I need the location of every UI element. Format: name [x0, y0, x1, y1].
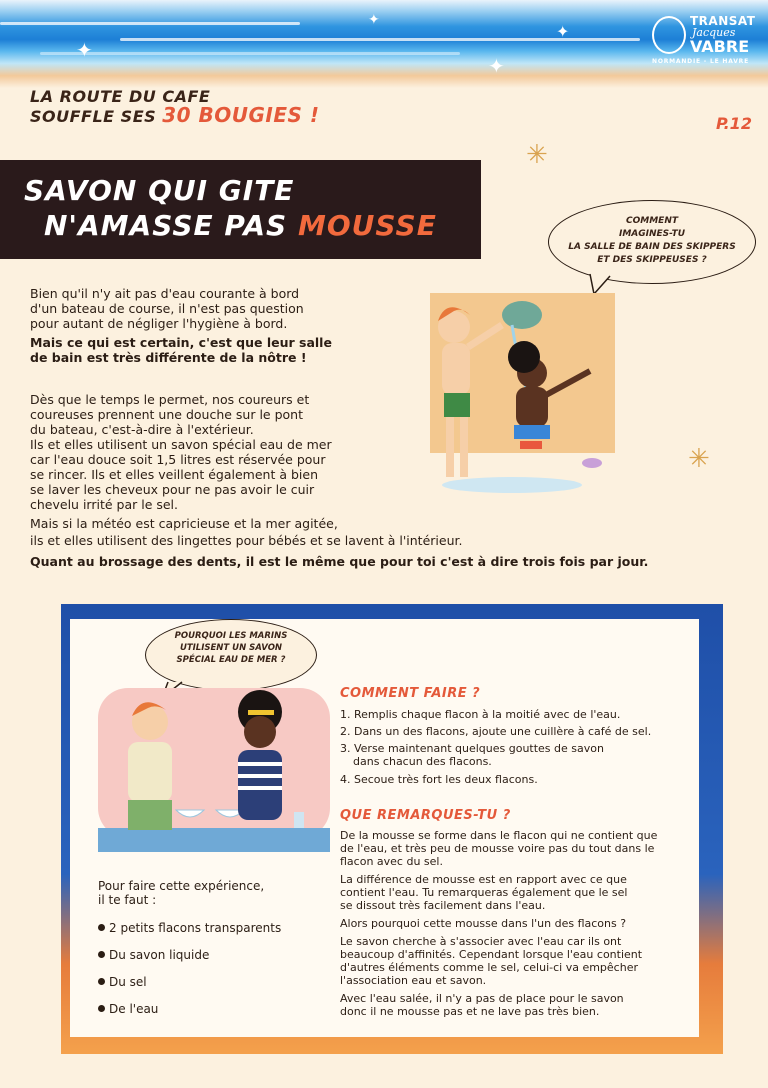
bullet-icon	[98, 924, 105, 931]
title-highlight: MOUSSE	[297, 209, 437, 242]
howto-step: 4. Secoue très fort les deux flacons.	[340, 773, 538, 786]
route-line2: SOUFFLE SES 30 BOUGIES !	[30, 103, 320, 127]
sparkle-icon: ✦	[488, 54, 505, 78]
star-decoration-icon: ✳	[688, 444, 710, 474]
body-line: Ils et elles utilisent un savon spécial eau de mer	[30, 437, 332, 452]
materials-item: Du savon liquide	[98, 948, 209, 962]
howto-title: COMMENT FAIRE ?	[340, 686, 481, 701]
intro-line: d'un bateau de course, il n'est pas question	[30, 301, 304, 316]
remarks-line: donc il ne mousse pas et ne lave pas très bien.	[340, 1005, 600, 1018]
remarks-line: Avec l'eau salée, il n'y a pas de place pour le savon	[340, 992, 624, 1005]
star-decoration-icon: ✳	[526, 140, 548, 170]
sparkle-icon: ✦	[368, 12, 380, 28]
remarks-line: La différence de mousse est en rapport avec ce que	[340, 873, 627, 886]
bullet-icon	[98, 1005, 105, 1012]
speech-bubble-question-2: POURQUOI LES MARINS UTILISENT UN SAVON SPÉCIAL EAU DE MER ?	[145, 619, 317, 691]
illustration-children-experiment	[98, 688, 330, 853]
light-streak	[0, 22, 300, 25]
top-banner	[0, 0, 768, 88]
materials-item: Du sel	[98, 975, 147, 989]
route-line1: LA ROUTE DU CAFE	[30, 87, 211, 106]
remarks-line: l'association eau et savon.	[340, 974, 487, 987]
remarks-line: contient l'eau. Tu remarqueras également que le sel	[340, 886, 628, 899]
illustration-children-shower	[412, 285, 617, 495]
remarks-line: d'autres éléments comme le sel, celui-ci va empêcher	[340, 961, 638, 974]
transat-jacques-vabre-logo	[652, 14, 756, 70]
sparkle-icon: ✦	[76, 38, 93, 62]
intro-emphasis-line: de bain est très différente de la nôtre !	[30, 350, 307, 365]
howto-step: 2. Dans un des flacons, ajoute une cuillère à café de sel.	[340, 725, 652, 738]
howto-step: dans chacun des flacons.	[353, 755, 492, 768]
anniversary-highlight: 30 BOUGIES !	[162, 103, 320, 127]
body-conclusion: Quant au brossage des dents, il est le même que pour toi c'est à dire trois fois par jour.	[30, 554, 649, 569]
materials-item: De l'eau	[98, 1002, 158, 1016]
remarks-line: de l'eau, et très peu de mousse voire pas du tout dans le	[340, 842, 655, 855]
body-line: chevelu irrité par le sel.	[30, 497, 179, 512]
logo-line3: VABRE	[690, 37, 750, 56]
remarks-title: QUE REMARQUES-TU ?	[340, 808, 511, 823]
page-title-line1: SAVON QUI GITE	[24, 174, 295, 207]
logo-line2: Jacques	[692, 26, 736, 39]
sparkle-icon: ✦	[556, 22, 570, 41]
remarks-line: se dissout très facilement dans l'eau.	[340, 899, 546, 912]
light-streak	[40, 52, 460, 55]
body-line: se laver les cheveux pour ne pas avoir le cuir	[30, 482, 315, 497]
bullet-icon	[98, 978, 105, 985]
remarks-line: De la mousse se forme dans le flacon qui ne contient que	[340, 829, 658, 842]
howto-step: 3. Verse maintenant quelques gouttes de savon	[340, 742, 604, 755]
remarks-line: flacon avec du sel.	[340, 855, 443, 868]
body-line: coureuses prennent une douche sur le pont	[30, 407, 303, 422]
body-line: ils et elles utilisent des lingettes pour bébés et se lavent à l'intérieur.	[30, 533, 463, 548]
intro-line: Bien qu'il n'y ait pas d'eau courante à bord	[30, 286, 300, 301]
body-line: Mais si la météo est capricieuse et la mer agitée,	[30, 516, 338, 531]
materials-intro: il te faut :	[98, 893, 157, 907]
materials-item: 2 petits flacons transparents	[98, 921, 281, 935]
remarks-line: beaucoup d'affinités. Cependant lorsque l'eau contient	[340, 948, 643, 961]
page-title-line2: N'AMASSE PAS MOUSSE	[44, 209, 437, 242]
body-line: Dès que le temps le permet, nos coureurs et	[30, 392, 310, 407]
remarks-line: Le savon cherche à s'associer avec l'eau car ils ont	[340, 935, 622, 948]
body-line: car l'eau douce soit 1,5 litres est réservée pour	[30, 452, 326, 467]
logo-emblem-icon	[652, 16, 686, 54]
logo-tagline: NORMANDIE - LE HAVRE	[652, 58, 749, 65]
page-number: P.12	[716, 114, 752, 133]
intro-line: pour autant de négliger l'hygiène à bord.	[30, 316, 288, 331]
howto-step: 1. Remplis chaque flacon à la moitié avec de l'eau.	[340, 708, 621, 721]
materials-intro: Pour faire cette expérience,	[98, 879, 265, 893]
route-du-cafe-heading	[30, 87, 320, 126]
body-line: du bateau, c'est-à-dire à l'extérieur.	[30, 422, 254, 437]
body-line: se rincer. Ils et elles veillent également à bien	[30, 467, 318, 482]
logo-line1: TRANSAT	[690, 14, 756, 28]
intro-emphasis-line: Mais ce qui est certain, c'est que leur salle	[30, 335, 332, 350]
remarks-line: Alors pourquoi cette mousse dans l'un des flacons ?	[340, 917, 627, 930]
speech-bubble-question: COMMENT IMAGINES-TU LA SALLE DE BAIN DES SKIPPERS ET DES SKIPPEUSES ?	[548, 200, 756, 284]
bullet-icon	[98, 951, 105, 958]
